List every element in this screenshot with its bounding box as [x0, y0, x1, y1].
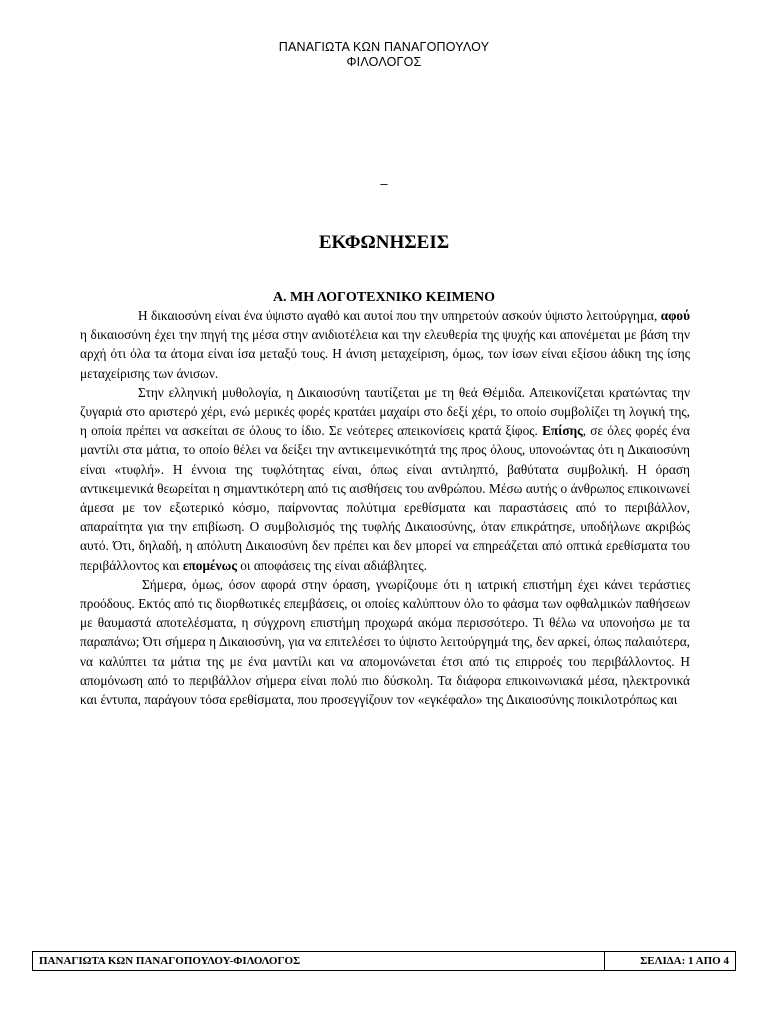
footer-page-number: ΣΕΛΙΔΑ: 1 ΑΠΟ 4	[604, 952, 735, 970]
header-role: ΦΙΛΟΛΟΓΟΣ	[346, 55, 422, 69]
paragraph-1-text-a: Η δικαιοσύνη είναι ένα ύψιστο αγαθό και αυτοί που την υπηρετούν ασκούν ύψιστο λειτούργημα,	[138, 308, 661, 323]
page-footer	[32, 951, 736, 971]
paragraph-1	[80, 306, 690, 383]
paragraph-3: Σήμερα, όμως, όσον αφορά στην όραση, γνωρίζουμε ότι η ιατρική επιστήμη έχει κάνει τεράστιες προόδους. Εκτός από τις διορθωτικές επεμβάσεις, οι οποίες καλύπτουν όλο το φάσμα των οφθαλμικών παθήσεων με θαυμαστά αποτελέσματα, η σύγχρονη επιστήμη προχωρά ακόμα περισσότερο. Τι θέλω να υπονοήσω με τα παραπάνω; Ότι σήμερα η Δικαιοσύνη, για να επιτελέσει το ύψιστο λειτούργημά της, δεν αρκεί, όπως παλαιότερα, να καλύπτει τα μάτια της με ένα μαντίλι και να απομονώνεται έτσι από τις επιρροές του περιβάλλοντος. Η απομόνωση από το περιβάλλον σήμερα είναι πολύ πιο δύσκολη. Τα διάφορα επικοινωνιακά μέσα, ηλεκτρονικά και έντυπα, παράγουν τόσα ερεθίσματα, που προσεγγίζουν τον «εγκέφαλο» της Δικαιοσύνης ποικιλοτρόπως και	[80, 576, 690, 708]
document-body	[80, 306, 690, 709]
header-author: ΠΑΝΑΓΙΩΤΑ ΚΩΝ ΠΑΝΑΓΟΠΟΥΛΟΥ	[278, 40, 490, 54]
paragraph-1-bold-afou: αφού	[660, 308, 690, 323]
separator-dash: –	[380, 176, 388, 191]
paragraph-2-text-e: οι αποφάσεις της είναι αδιάβλητες.	[236, 557, 427, 573]
paragraph-2-text-a: Στην ελληνική μυθολογία, η Δικαιοσύνη ταυτίζεται με τη θεά Θέμιδα. Απεικονίζεται κρατώντας την ζυγαριά στο αριστερό χέρι, ενώ μερικές φορές κρατάει μαχαίρι στο δεξί χέρι, το οποίο συμβολίζει τη λογική της, η οποία πρέπει να ασκείται σε όλους το ίδιο. Σε νεότερες απεικονίσεις κρατά ξίφος.	[80, 384, 690, 439]
paragraph-2-bold-episis: Επίσης	[542, 423, 583, 439]
paragraph-1-text-c: η δικαιοσύνη έχει την πηγή της μέσα στην ανιδιοτέλεια και την ελευθερία της ψυχής και απονέμεται με βάση την αρχή ότι όλα τα άτομα είναι ίσα μεταξύ τους. Η άνιση μεταχείριση, όμως, των ίσων είναι εξίσου άδικη της ίσης μεταχείρισης των άνισων.	[80, 327, 690, 381]
footer-author: ΠΑΝΑΓΙΩΤΑ ΚΩΝ ΠΑΝΑΓΟΠΟΥΛΟΥ-ΦΙΛΟΛΟΓΟΣ	[39, 955, 301, 967]
paragraph-2-bold-epomenos: επομένως	[182, 557, 237, 573]
page-title: ΕΚΦΩΝΗΣΕΙΣ	[318, 232, 450, 253]
page-header	[0, 40, 768, 70]
paragraph-2	[80, 383, 690, 575]
section-title: Α. ΜΗ ΛΟΓΟΤΕΧΝΙΚΟ ΚΕΙΜΕΝΟ	[272, 290, 496, 305]
paragraph-2-text-c: , σε όλες φορές ένα μαντίλι στα μάτια, το οποίο θέλει να δείξει την αντικειμενικότητά της προς όλους, υπονοώντας ότι η Δικαιοσύνη είναι «τυφλή». Η έννοια της τυφλότητας είναι, όπως είναι αντιληπτό, βαθύτατα συμβολική. Η όραση αντικειμενικά θεωρείται η σημαντικότερη από τις αισθήσεις του ανθρώπου. Μέσω αυτής ο άνθρωπος επικοινωνεί άμεσα με τον εξωτερικό κόσμο, παίρνοντας πολύτιμα ερεθίσματα και παραστάσεις από το περιβάλλον, απαραίτητα για την επιβίωση. Ο συμβολισμός της τυφλής Δικαιοσύνης, όταν επικράτησε, υποδήλωνε ακριβώς αυτό. Ότι, δηλαδή, η απόλυτη Δικαιοσύνη δεν πρέπει και δεν μπορεί να επηρεάζεται από οπτικά ερεθίσματα του περιβάλλοντος και	[80, 423, 690, 573]
